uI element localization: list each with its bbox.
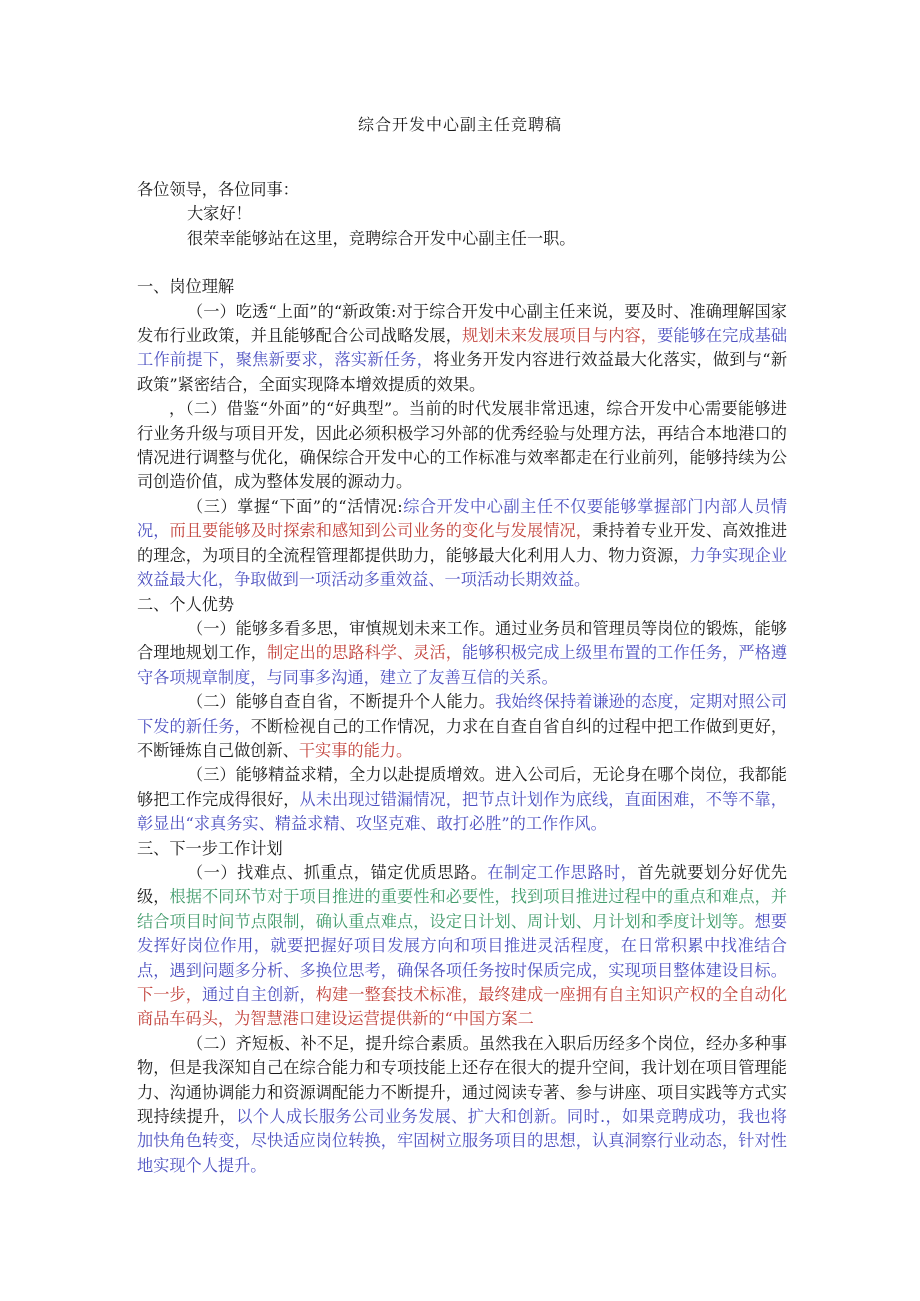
greeting: 大家好！ [187, 204, 252, 224]
text-run-highlight-blue: 以个人成长服务公司业务发展、扩大和创新。同时.，如果竞聘成功，我也将加快角色转变，尽快适应岗位转换，牢固树立服务项目的思想，认真洞察行业动态，针对性地实现个人提升。 [137, 1107, 787, 1175]
text-run: （三）掌握“下面”的“活情况: [187, 496, 403, 516]
section-heading: 三、下一步工作计划 [137, 838, 283, 858]
document-title: 综合开发中心副主任竞聘稿 [357, 115, 562, 134]
text-run-highlight-green: 根据不同环节对于项目推进的重要性和必要性，找到项目推进过程中的重点和难点，并结合项目时间节点限制，确认重点难点，设定日计划、周计划、月计划和季度计划等。 [137, 887, 788, 931]
text-run-highlight-red: 制定出的思路科学、灵活， [267, 643, 463, 663]
intro-paragraph: 很荣幸能够站在这里，竞聘综合开发中心副主任一职。 [187, 228, 576, 248]
text-run-highlight-blue: 能够积极完成上级里布置的工作任务，严格遵守各项规章制度，与同事多沟通，建立了友善互信的关系。 [137, 643, 788, 687]
text-run-highlight-blue: 力争实现企业效益最大化，争取做到一项活动多重效益、一项活动长期效益。 [137, 545, 788, 590]
text-run: 秉持着专业开发、高效推进的理念，为项目的全流程管理都提供助力，能够最大化利用人力、物力资源， [137, 521, 788, 565]
text-run-highlight-blue: 想要发挥好岗位作用，就要把握好项目发展方向和项目推进灵活程度，在日常积累中找准结合点，遇到问题多分析、多换位思考，确保各项任务按时保质完成，实现项目整体建设目标。 [137, 911, 788, 980]
spacer [137, 251, 787, 275]
text-run-highlight-blue: 综合开发中心副主任不仅要能够掌握部门内部人员情况， [137, 496, 788, 541]
text-run: 首先就要划分好优先级， [137, 862, 788, 907]
text-run-highlight-blue: 从未出现过错漏情况，把节点计划作为底线，直面困难，不等不靠，彰显出“求真务实、精益求精、攻坚克难、敢打必胜”的工作作风。 [137, 789, 787, 834]
text-run: （二）能够自查自省，不断提升个人能力。 [187, 692, 496, 712]
text-run-highlight-blue: 我始终保持着谦逊的态度，定期对照公司下发的新任务， [137, 692, 788, 736]
text-run: （一）找难点、抓重点，锚定优质思路。 [187, 862, 488, 882]
paragraph [137, 617, 787, 690]
paragraph [137, 690, 787, 763]
text-run-highlight-red: 下一步， [137, 985, 203, 1004]
paragraph [137, 397, 787, 495]
section-heading: 二、个人优势 [137, 594, 235, 614]
text-run: （三）能够精益求精，全力以赴提质增效。进入公司后，无论身在哪个岗位，我都能够把工作完成得很好， [137, 765, 787, 809]
paragraph [137, 300, 787, 398]
text-run-highlight-red: 构建一整套技术标准，最终建成一座拥有自主知识产权的全自动化商品车码头，为智慧港口建设运营提供新的“中国方案二 [137, 985, 788, 1029]
text-run: （一）吃透“上面”的“新政策:对于综合开发中心副主任来说，要及时、准确理解国家发布行业政策，并且能够配合公司战略发展， [137, 301, 787, 346]
text-run-highlight-blue: 通过自主创新， [202, 985, 316, 1004]
text-run-highlight-red: 规划未来发展项目与内容， [462, 326, 658, 346]
text-run: （一）能够多看多思，审慎规划未来工作。通过业务员和管理员等岗位的锻炼，能够合理地规划工作， [137, 618, 787, 663]
text-run-highlight-blue: 要能够在完成基础工作前提下，聚焦新要求，落实新任务， [137, 326, 788, 370]
text-run: 不断检视自己的工作情况，力求在自查自省自纠的过程中把工作做到更好，不断锤炼自己做创新、 [137, 716, 788, 760]
text-run: 将业务开发内容进行效益最大化落实，做到与“新政策”紧密结合，全面实现降本增效提质的效果。 [137, 350, 788, 394]
text-run-highlight-blue: 在制定工作思路时， [487, 862, 638, 882]
text-run: （二）齐短板、补不足，提升综合素质。虽然我在入职后历经多个岗位，经办多种事物，但是我深知自己在综合能力和专项技能上还存在很大的提升空间，我计划在项目管理能力、沟通协调能力和资源调配能力不断提升，通过阅读专著、参与讲座、项目实践等方式实现持续提升， [137, 1033, 787, 1127]
document-body [137, 178, 787, 1178]
text-run-highlight-red: 而且要能够及时探索和感知到公司业务的变化与发展情况， [169, 521, 593, 541]
paragraph [137, 1032, 787, 1178]
salutation: 各位领导，各位同事： [137, 180, 299, 199]
paragraph [137, 861, 787, 1032]
text-run: ，（二）借鉴“外面”的“好典型”。当前的时代发展非常迅速，综合开发中心需要能够进行业务升级与项目开发，因此必须积极学习外部的优秀经验与处理方法，再结合本地港口的情况进行调整与优化，确保综合开发中心的工作标准与效率都走在行业前列，能够持续为公司创造价值，成为整体发展的源动力。 [137, 399, 787, 492]
paragraph [137, 763, 787, 836]
paragraph [137, 495, 787, 593]
text-run-highlight-red: 干实事的能力。 [298, 740, 413, 760]
section-heading: 一、岗位理解 [137, 277, 235, 297]
